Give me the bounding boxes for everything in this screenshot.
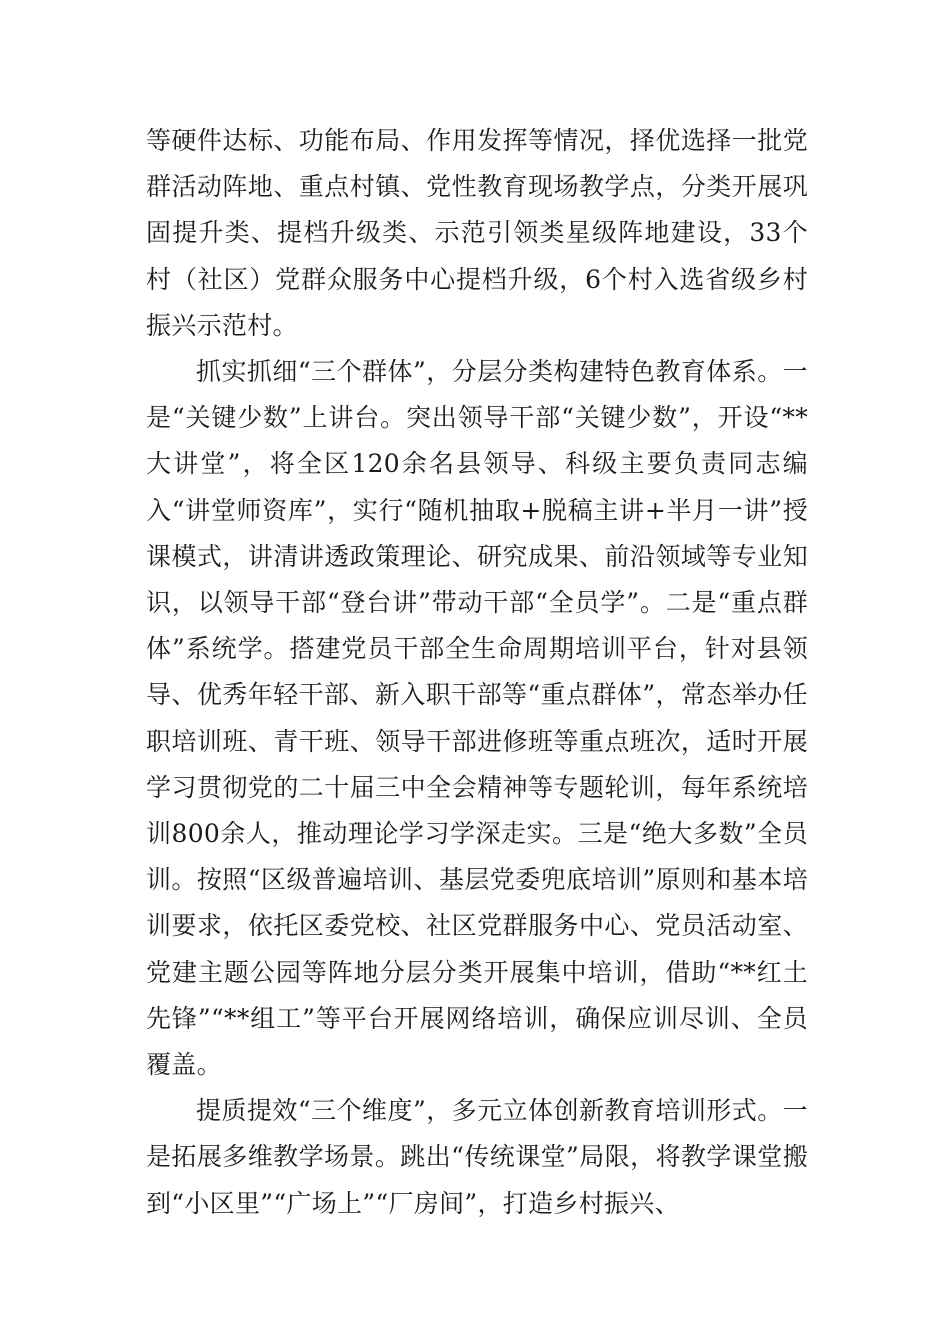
paragraph-three-dimensions: 提质提效“三个维度”，多元立体创新教育培训形式。一是拓展多维教学场景。跳出“传统课堂”局限，将教学课堂搬到“小区里”“广场上”“厂房间”，打造乡村振兴、 [146, 1096, 808, 1218]
paragraph-continuation: 等硬件达标、功能布局、作用发挥等情况，择优选择一批党群活动阵地、重点村镇、党性教育现场教学点，分类开展巩固提升类、提档升级类、示范引领类星级阵地建设，33个村（社区）党群众服务中心提档升级，6个村入选省级乡村振兴示范村。 [146, 126, 808, 340]
document-body [146, 118, 808, 1227]
paragraph-three-groups: 抓实抓细“三个群体”，分层分类构建特色教育体系。一是“关键少数”上讲台。突出领导干部“关键少数”，开设“**大讲堂”，将全区120余名县领导、科级主要负责同志编入“讲堂师资库”，实行“随机抽取+脱稿主讲+半月一讲”授课模式，讲清讲透政策理论、研究成果、前沿领域等专业知识，以领导干部“登台讲”带动干部“全员学”。二是“重点群体”系统学。搭建党员干部全生命周期培训平台，针对县领导、优秀年轻干部、新入职干部等“重点群体”，常态举办任职培训班、青干班、领导干部进修班等重点班次，适时开展学习贯彻党的二十届三中全会精神等专题轮训，每年系统培训800余人，推动理论学习学深走实。三是“绝大多数”全员训。按照“区级普遍培训、基层党委兜底培训”原则和基本培训要求，依托区委党校、社区党群服务中心、党员活动室、党建主题公园等阵地分层分类开展集中培训，借助“**红土先锋”“**组工”等平台开展网络培训，确保应训尽训、全员覆盖。 [146, 357, 808, 1080]
